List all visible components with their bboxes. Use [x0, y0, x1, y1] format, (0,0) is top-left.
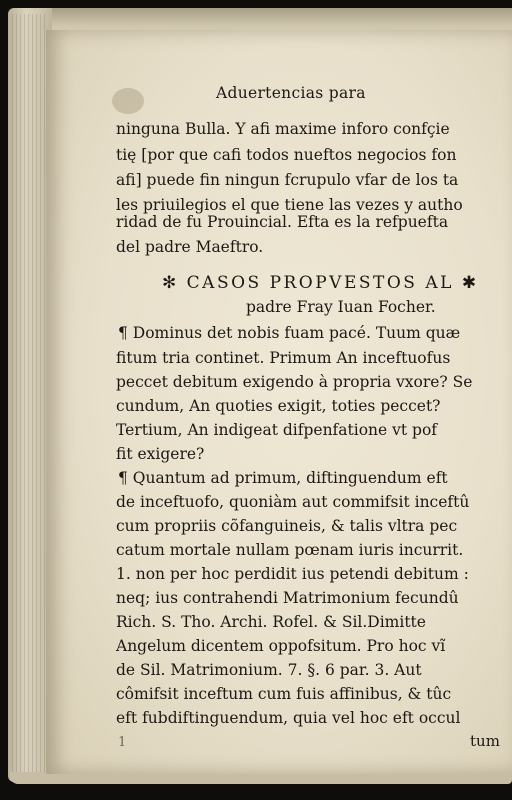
catchword: tum	[470, 732, 500, 750]
signature-mark: 1	[118, 735, 127, 750]
text-line: ¶ Dominus det nobis fuam pacé. Tuum quæ	[118, 324, 461, 342]
text-line: tię [por que cafi todos nueftos negocios fon	[116, 146, 457, 164]
text-line: peccet debitum exigendo à propria vxore? Se	[116, 373, 473, 391]
text-line: cômifsit inceftum cum fuis affinibus, & tûc	[116, 685, 452, 703]
text-line: Rich. S. Tho. Archi. Rofel. & Sil.Dimitte	[116, 613, 426, 631]
text-line: les priuilegios el que tiene las vezes y autho	[116, 196, 463, 214]
fleuron-left-icon: ✻	[162, 273, 179, 293]
text-line: ninguna Bulla. Y afi maxime inforo confçie	[116, 120, 450, 138]
page-stack-lines	[12, 14, 46, 774]
text-line: afi] puede fin ningun fcrupulo vfar de los ta	[116, 171, 459, 189]
text-line: ridad de fu Prouincial. Efta es la refpuefta	[116, 213, 449, 231]
ink-smudge	[112, 88, 144, 114]
text-line: de inceftuofo, quoniàm aut commifsit inceftû	[116, 493, 470, 511]
fleuron-right-icon: ✱	[461, 273, 479, 293]
section-subheading: padre Fray Iuan Focher.	[246, 298, 436, 316]
text-line: neq; ius contrahendi Matrimonium fecundû	[116, 589, 459, 607]
text-line: Angelum dicentem oppofsitum. Pro hoc vĩ	[116, 637, 446, 655]
section-heading	[162, 273, 479, 293]
running-head: Aduertencias para	[216, 84, 366, 102]
text-line: eft fubdiftinguendum, quia vel hoc eft occul	[116, 709, 461, 727]
text-line: del padre Maeftro.	[116, 238, 264, 256]
text-line: fit exigere?	[116, 445, 205, 463]
text-line: 1. non per hoc perdidit ius petendi debitum :	[116, 565, 469, 583]
text-line: fitum tria continet. Primum An inceftuofus	[116, 349, 451, 367]
text-line: de Sil. Matrimonium. 7. §. 6 par. 3. Aut	[116, 661, 422, 679]
text-line: Tertium, An indigeat difpenfatione vt pof	[116, 421, 438, 439]
text-line: cum propriis cõfanguineis, & talis vltra pec	[116, 517, 458, 535]
section-heading-text: CASOS PROPVESTOS AL	[186, 273, 454, 293]
book-page	[46, 30, 512, 774]
text-line: cundum, An quoties exigit, toties peccet?	[116, 397, 441, 415]
text-line: ¶ Quantum ad primum, diftinguendum eft	[118, 469, 448, 487]
text-line: catum mortale nullam pœnam iuris incurrit.	[116, 541, 464, 559]
